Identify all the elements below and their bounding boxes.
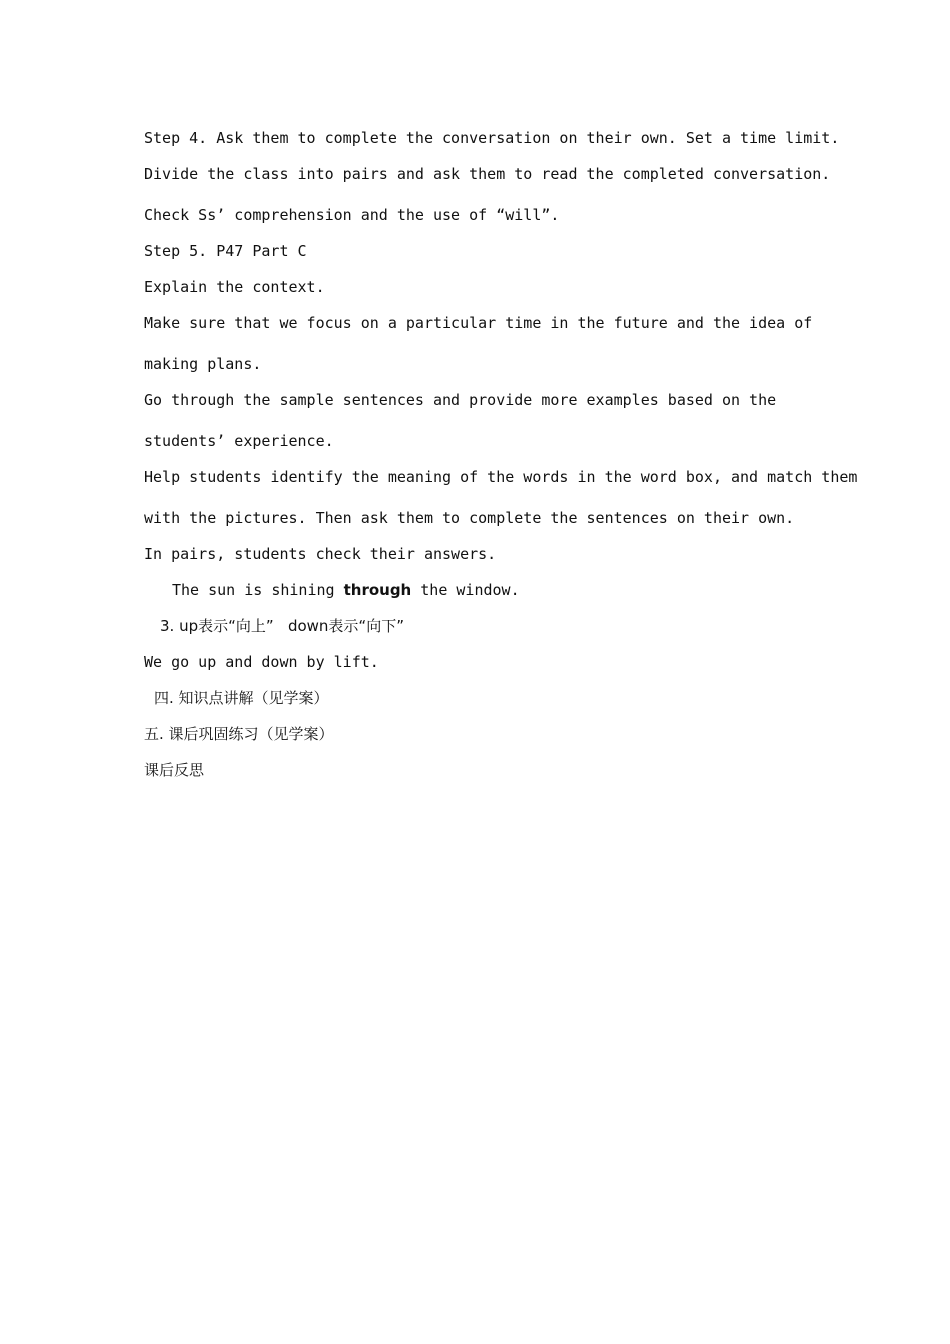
- text-line: Step 5. P47 Part C: [144, 242, 307, 260]
- text-line: We go up and down by lift.: [144, 653, 379, 671]
- text-line: students’ experience.: [144, 432, 334, 450]
- section-4-heading: [154, 688, 329, 708]
- text-line: Divide the class into pairs and ask them to read the completed conversation.: [144, 165, 831, 183]
- text-line: making plans.: [144, 355, 262, 373]
- text-line: In pairs, students check their answers.: [144, 545, 497, 563]
- in-pairs-line: [144, 544, 496, 564]
- step-5-heading: [144, 241, 307, 261]
- text-line: 课后反思: [144, 761, 205, 779]
- example-bold-word: through: [343, 581, 412, 599]
- text-line: Explain the context.: [144, 278, 325, 296]
- help-students-line: [144, 467, 857, 487]
- example-text-before: The sun is shining: [172, 581, 344, 599]
- text-line: Make sure that we focus on a particular time in the future and the idea of: [144, 314, 813, 332]
- making-plans-line: [144, 354, 261, 374]
- text-line: Step 4. Ask them to complete the conversation on their own. Set a time limit.: [144, 129, 840, 147]
- example-text-after: the window.: [411, 581, 520, 599]
- divide-class-line: [144, 164, 831, 184]
- example-2-line: [144, 652, 379, 672]
- text-line: 3. up表示“向上” down表示“向下”: [160, 617, 404, 635]
- point-3-line: [160, 616, 404, 636]
- check-comprehension-line: [144, 205, 559, 225]
- text-line: 四. 知识点讲解（见学案）: [154, 689, 329, 707]
- text-line: Go through the sample sentences and provide more examples based on the: [144, 391, 777, 409]
- students-experience-line: [144, 431, 334, 451]
- text-line: Check Ss’ comprehension and the use of “will”.: [144, 206, 560, 224]
- text-line: with the pictures. Then ask them to complete the sentences on their own.: [144, 509, 795, 527]
- section-5-heading: [144, 724, 334, 744]
- go-through-line: [144, 390, 776, 410]
- example-sentence: [172, 580, 520, 600]
- explain-context-line: [144, 277, 325, 297]
- reflection-heading: [144, 760, 204, 780]
- with-pictures-line: [144, 508, 794, 528]
- make-sure-line: [144, 313, 812, 333]
- text-line: 五. 课后巩固练习（见学案）: [144, 725, 334, 743]
- text-line: Help students identify the meaning of the words in the word box, and match them: [144, 468, 858, 486]
- step-4-line: [144, 128, 840, 148]
